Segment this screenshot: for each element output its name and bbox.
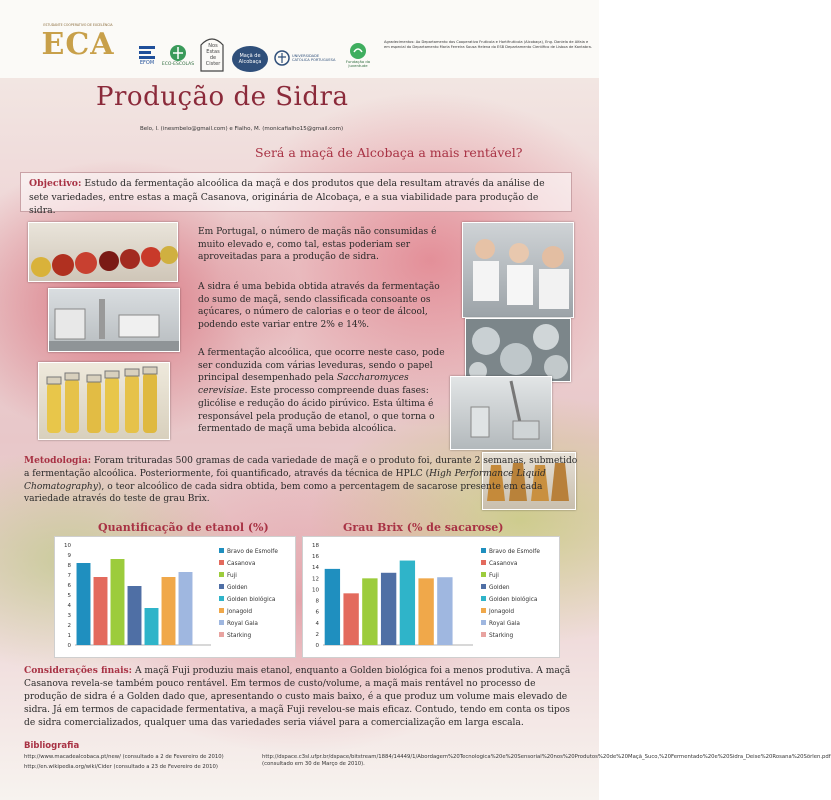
legend-entry: Bravo de Esmolfe [227, 549, 278, 555]
eco-escolas-text: ECO-ESCOLAS [161, 61, 195, 67]
fundacao-icon [349, 42, 367, 60]
legend-entry: Golden [227, 585, 248, 591]
apples-photo [28, 222, 178, 282]
reference-1[interactable]: http://www.macadealcobaca.pt/new/ (consultado a 2 de Fevereiro de 2010) [24, 754, 224, 760]
y-tick-label: 10 [312, 587, 319, 594]
legend-entry: Fuji [489, 573, 499, 579]
y-tick-label: 6 [67, 583, 71, 589]
intro-paragraph-1: Em Portugal, o número de maçãs não consumidas é muito elevado e, como tal, estas poderiam ser aproveitadas para a produção de sidra. [198, 227, 437, 263]
legend-swatch [219, 620, 224, 625]
lab-equipment-illustration [49, 289, 179, 351]
brix-chart-title: Grau Brix (% de sacarose) [343, 521, 504, 534]
bar-casanova [343, 593, 358, 645]
legend-swatch [219, 572, 224, 577]
authors: Belo, I. (inesmbelo@gmail.com) e Fialho, M. (monicafialho15@gmail.com) [140, 126, 344, 132]
objective-text: Estudo da fermentação alcoólica da maçã e dos produtos que dela resultam através da análise de sete variedades, entre estas a maçã Casanova, originária de Alcobaça, e a sua viabilidade para produção de sidra. [29, 178, 545, 216]
legend-entry: Jonagold [489, 609, 514, 615]
legend-entry: Casanova [227, 561, 256, 567]
efom-icon [138, 44, 156, 60]
legend-entry: Bravo de Esmolfe [489, 549, 540, 555]
legend-swatch [481, 632, 486, 637]
legend-entry: Fuji [227, 573, 237, 579]
legend-swatch [219, 548, 224, 553]
y-tick-label: 0 [315, 643, 319, 649]
tubes-illustration [39, 363, 169, 439]
legend-swatch [481, 548, 486, 553]
efom-logo [134, 40, 160, 70]
y-tick-label: 8 [315, 598, 319, 605]
final-label: Considerações finais: [24, 665, 133, 676]
eca-logo-text: ECA [41, 26, 115, 62]
research-question: Será a maçã de Alcobaça a mais rentável? [255, 145, 523, 160]
legend-swatch [219, 596, 224, 601]
y-tick-label: 10 [64, 543, 71, 549]
bar-golden [381, 573, 396, 645]
bar-bravo-de-esmolfe [77, 563, 91, 645]
fundacao-text: Fundação da Juventude [345, 58, 371, 68]
efom-logo-text: EFOM [139, 60, 155, 66]
y-tick-label: 2 [315, 631, 319, 638]
legend-swatch [481, 560, 486, 565]
fermentation-tubes-photo [38, 362, 170, 440]
legend-entry: Royal Gala [489, 621, 520, 627]
pipette-illustration [451, 377, 551, 449]
y-tick-label: 12 [312, 576, 319, 583]
bar-fuji [362, 578, 377, 645]
y-tick-label: 0 [67, 643, 71, 649]
final-considerations [24, 664, 580, 730]
bibliography-label: Bibliografia [24, 741, 80, 751]
legend-swatch [219, 584, 224, 589]
maca-alcobaca-text: Maçã de Alcobaça [238, 53, 262, 65]
bar-golden-biológica [400, 561, 415, 645]
bar-bravo-de-esmolfe [325, 569, 340, 645]
legend-entry: Starking [489, 633, 514, 639]
y-tick-label: 14 [312, 565, 319, 572]
ucp-logo [272, 44, 338, 72]
species-name: Saccharomyces cerevisiae [198, 373, 409, 397]
legend-entry: Golden biológica [227, 597, 276, 603]
ethanol-chart-svg [55, 537, 295, 657]
students-illustration [463, 223, 573, 317]
eca-logo-caption: ESTUDANTE COOPERATIVO DE EXCELÊNCIA [43, 22, 113, 27]
bar-golden [128, 586, 142, 645]
final-text: A maçã Fuji produziu mais etanol, enquanto a Golden biológica foi a menos produtiva. A maçã Casanova revela-se também pouco rentável. Em termos de custo/volume, a maçã mais rentável no processo de produção de sidra é a Golden dado que, apresentando o custo mais baixo, é a que produz um volume mais elevado de sidra. Já em termos de capacidade fermentativa, a maçã Fuji revelou-se mais eficaz. Contudo, tendo em conta os tipos de sidra comercializados, qualquer uma das variedades seria viável para a comercialização em larga escala. [24, 666, 571, 728]
nos-estas-logo [197, 33, 227, 73]
hplc-expansion: High Performance Liquid Chomatography [24, 468, 546, 492]
legend-entry: Golden [489, 585, 510, 591]
students-lab-photo [462, 222, 574, 318]
legend-entry: Casanova [489, 561, 518, 567]
reference-3[interactable]: http://dspace.c3sl.ufpr.br/dspace/bitstream/1884/14449/1/Abordagem%20Tecnologica%20e%20Sensorial%20nos%20Produtos%20de%20Maçã_Suco,%20Fermentado%20e%20Sidra_Deise%20Rosana%20Sörlen.pdf (consultado em 30 de Março de 2010). [262, 754, 831, 767]
intro-paragraph-2: A sidra é uma bebida obtida através da fermentação do sumo de maçã, sendo classificada consoante os açúcares, o número de calorias e o teor de álcool, podendo este variar entre 2% e 14%. [198, 282, 440, 331]
bar-casanova [94, 577, 108, 645]
legend-swatch [481, 596, 486, 601]
ethanol-chart-title: Quantificação de etanol (%) [98, 521, 269, 534]
ethanol-chart [54, 536, 296, 658]
y-tick-label: 4 [315, 620, 319, 627]
legend-swatch [481, 584, 486, 589]
legend-entry: Golden biológica [489, 597, 538, 603]
nos-estas-text: Nos Estas de Cister [205, 43, 221, 67]
legend-swatch [481, 572, 486, 577]
acknowledgements: Agradecimentos: Ao Departamento dos Cooperativa Frutícola e Hortifrutícola (Alcobaça), Eng. Daniela de Alfaia e em especial do Departamento Maria Ferreira Sousa Helena do ESB Departamento Científico de Lisboa de Kantabra. [384, 40, 592, 49]
legend-swatch [481, 608, 486, 613]
maca-alcobaca-logo [232, 46, 268, 72]
objective-box [20, 172, 572, 216]
y-tick-label: 3 [67, 613, 71, 619]
y-tick-label: 5 [67, 593, 71, 599]
bar-jonagold [162, 577, 176, 645]
bar-fuji [111, 559, 125, 645]
bar-royal-gala [437, 577, 452, 645]
yeast-cells-photo [465, 318, 571, 382]
methodology-section [24, 455, 580, 506]
methodology-label: Metodologia: [24, 455, 92, 466]
apples-illustration [29, 223, 177, 281]
y-tick-label: 1 [67, 633, 71, 639]
eco-escolas-icon [168, 44, 188, 62]
legend-swatch [219, 560, 224, 565]
legend-swatch [219, 632, 224, 637]
reference-2[interactable]: http://en.wikipedia.org/wiki/Cider (consultado a 23 de Fevereiro de 2010) [24, 764, 218, 770]
objective-label: Objectivo: [29, 178, 82, 189]
brix-chart-svg [303, 537, 559, 657]
intro-paragraph-3: A fermentação alcoólica, que ocorre neste caso, pode ser conduzida com várias leveduras, sendo o papel principal desempenhado pela Saccharomyces cerevisiae. Este processo compreende duas fases: glicólise e redução do ácido pirúvico. Esta última é responsável pela produção de etanol, o que torna o fermentado de maçã uma bebida alcoólica. [198, 348, 445, 435]
yeast-illustration [466, 319, 570, 381]
eco-escolas-logo [160, 40, 196, 70]
y-tick-label: 8 [67, 563, 71, 569]
pipette-photo [450, 376, 552, 450]
bar-jonagold [418, 578, 433, 645]
y-tick-label: 4 [67, 603, 71, 609]
bar-golden-biológica [145, 608, 159, 645]
y-tick-label: 2 [67, 623, 71, 629]
logo-strip [0, 0, 599, 78]
methodology-text: Foram trituradas 500 gramas de cada variedade de maçã e o produto foi, durante 2 semanas, submetido a fermentação alcoólica. Posteriormente, foi quantificado, através da técnica de HPLC (High Performance Liquid Chomatography), o teor alcoólico de cada sidra obtida, bem como a percentagem de sacarose presente em cada variedade através do teste de grau Brix. [24, 456, 578, 505]
y-tick-label: 16 [312, 554, 319, 561]
y-tick-label: 18 [312, 543, 319, 549]
poster-title: Produção de Sidra [96, 82, 349, 112]
legend-entry: Royal Gala [227, 621, 258, 627]
lab-equipment-photo [48, 288, 180, 352]
legend-entry: Jonagold [227, 609, 252, 615]
fundacao-juventude-logo [338, 38, 378, 72]
legend-swatch [481, 620, 486, 625]
brix-chart [302, 536, 560, 658]
y-tick-label: 6 [315, 609, 319, 616]
y-tick-label: 9 [67, 553, 71, 559]
ucp-text: UNIVERSIDADE CATÓLICA PORTUGUESA [292, 53, 336, 62]
bar-royal-gala [179, 572, 193, 645]
legend-swatch [219, 608, 224, 613]
y-tick-label: 7 [67, 573, 71, 579]
legend-entry: Starking [227, 633, 252, 639]
eca-logo [30, 18, 126, 66]
ucp-shield-icon [274, 50, 290, 66]
